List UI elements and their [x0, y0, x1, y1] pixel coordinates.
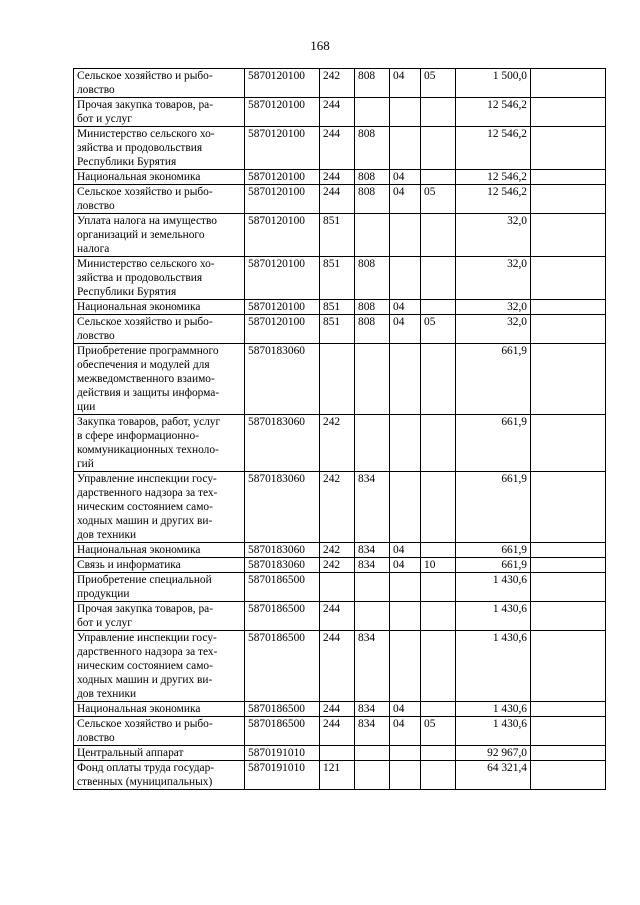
table-row	[74, 214, 606, 257]
row-empty-cell	[531, 631, 606, 702]
table-row	[74, 185, 606, 214]
row-name-cell: Закупка товаров, работ, услуг в сфере информационно- коммуникационных техноло- гий	[74, 415, 245, 472]
row-pr-cell	[421, 170, 456, 185]
row-code-cell: 5870183060	[245, 344, 320, 415]
row-code-cell: 5870120100	[245, 127, 320, 170]
row-name-cell: Сельское хозяйство и рыбо- ловство	[74, 185, 245, 214]
row-vr-cell: 244	[320, 602, 355, 631]
row-code-cell: 5870120100	[245, 257, 320, 300]
row-code-cell: 5870186500	[245, 717, 320, 746]
row-code-cell: 5870120100	[245, 214, 320, 257]
row-pr-cell	[421, 746, 456, 761]
row-vr-cell: 242	[320, 543, 355, 558]
row-empty-cell	[531, 717, 606, 746]
row-sum-cell: 32,0	[456, 300, 531, 315]
row-empty-cell	[531, 69, 606, 98]
row-pr-cell: 10	[421, 558, 456, 573]
row-code-cell: 5870183060	[245, 558, 320, 573]
row-sum-cell: 92 967,0	[456, 746, 531, 761]
row-name-cell: Национальная экономика	[74, 702, 245, 717]
row-ved-cell	[355, 746, 390, 761]
row-vr-cell: 242	[320, 558, 355, 573]
row-vr-cell	[320, 573, 355, 602]
row-empty-cell	[531, 127, 606, 170]
row-name-cell: Уплата налога на имущество организаций и земельного налога	[74, 214, 245, 257]
row-code-cell: 5870191010	[245, 746, 320, 761]
row-sum-cell: 661,9	[456, 472, 531, 543]
row-ved-cell: 808	[355, 315, 390, 344]
row-rz-cell	[390, 573, 421, 602]
row-sum-cell: 12 546,2	[456, 185, 531, 214]
row-name-cell: Сельское хозяйство и рыбо- ловство	[74, 315, 245, 344]
row-code-cell: 5870183060	[245, 472, 320, 543]
row-ved-cell	[355, 573, 390, 602]
row-empty-cell	[531, 415, 606, 472]
row-name-cell: Национальная экономика	[74, 300, 245, 315]
table-row	[74, 344, 606, 415]
row-vr-cell: 244	[320, 170, 355, 185]
row-name-cell: Сельское хозяйство и рыбо- ловство	[74, 69, 245, 98]
row-vr-cell: 851	[320, 214, 355, 257]
row-pr-cell	[421, 300, 456, 315]
row-pr-cell	[421, 631, 456, 702]
row-pr-cell	[421, 702, 456, 717]
row-empty-cell	[531, 472, 606, 543]
row-empty-cell	[531, 573, 606, 602]
row-code-cell: 5870191010	[245, 761, 320, 790]
row-sum-cell: 64 321,4	[456, 761, 531, 790]
table-row	[74, 602, 606, 631]
row-ved-cell: 808	[355, 185, 390, 214]
row-sum-cell: 1 500,0	[456, 69, 531, 98]
row-ved-cell	[355, 602, 390, 631]
row-rz-cell: 04	[390, 717, 421, 746]
row-empty-cell	[531, 98, 606, 127]
row-ved-cell: 834	[355, 702, 390, 717]
table-row	[74, 127, 606, 170]
row-vr-cell	[320, 746, 355, 761]
table-row	[74, 315, 606, 344]
table-row	[74, 170, 606, 185]
row-vr-cell: 244	[320, 98, 355, 127]
table-row	[74, 415, 606, 472]
row-vr-cell: 244	[320, 127, 355, 170]
row-code-cell: 5870186500	[245, 573, 320, 602]
row-name-cell: Управление инспекции госу- дарственного надзора за тех- ническим состоянием само- ходных машин и других ви- дов техники	[74, 631, 245, 702]
row-sum-cell: 1 430,6	[456, 631, 531, 702]
row-empty-cell	[531, 543, 606, 558]
row-name-cell: Связь и информатика	[74, 558, 245, 573]
row-rz-cell	[390, 344, 421, 415]
row-empty-cell	[531, 558, 606, 573]
row-ved-cell: 808	[355, 257, 390, 300]
row-name-cell: Приобретение программного обеспечения и модулей для межведомственного взаимо- действия и защиты информа- ции	[74, 344, 245, 415]
row-rz-cell: 04	[390, 69, 421, 98]
row-vr-cell: 244	[320, 631, 355, 702]
row-sum-cell: 1 430,6	[456, 602, 531, 631]
budget-table	[73, 68, 606, 790]
row-rz-cell: 04	[390, 702, 421, 717]
row-sum-cell: 1 430,6	[456, 717, 531, 746]
row-ved-cell: 834	[355, 558, 390, 573]
row-pr-cell	[421, 761, 456, 790]
row-vr-cell: 242	[320, 69, 355, 98]
row-pr-cell: 05	[421, 185, 456, 214]
row-empty-cell	[531, 185, 606, 214]
row-code-cell: 5870186500	[245, 631, 320, 702]
row-ved-cell	[355, 214, 390, 257]
row-rz-cell	[390, 631, 421, 702]
row-rz-cell	[390, 761, 421, 790]
row-vr-cell: 851	[320, 257, 355, 300]
row-vr-cell: 121	[320, 761, 355, 790]
row-sum-cell: 12 546,2	[456, 170, 531, 185]
row-vr-cell: 242	[320, 472, 355, 543]
row-name-cell: Приобретение специальной продукции	[74, 573, 245, 602]
row-ved-cell	[355, 344, 390, 415]
row-empty-cell	[531, 170, 606, 185]
row-ved-cell: 808	[355, 170, 390, 185]
table-row	[74, 257, 606, 300]
table-row	[74, 702, 606, 717]
row-sum-cell: 1 430,6	[456, 702, 531, 717]
row-rz-cell	[390, 98, 421, 127]
row-ved-cell: 834	[355, 717, 390, 746]
row-code-cell: 5870120100	[245, 69, 320, 98]
row-sum-cell: 661,9	[456, 344, 531, 415]
row-empty-cell	[531, 602, 606, 631]
row-name-cell: Национальная экономика	[74, 543, 245, 558]
row-pr-cell	[421, 127, 456, 170]
row-name-cell: Центральный аппарат	[74, 746, 245, 761]
row-sum-cell: 32,0	[456, 257, 531, 300]
row-empty-cell	[531, 761, 606, 790]
row-code-cell: 5870183060	[245, 543, 320, 558]
table-row	[74, 472, 606, 543]
row-code-cell: 5870120100	[245, 315, 320, 344]
row-sum-cell: 12 546,2	[456, 98, 531, 127]
table-row	[74, 558, 606, 573]
row-name-cell: Сельское хозяйство и рыбо- ловство	[74, 717, 245, 746]
row-pr-cell: 05	[421, 315, 456, 344]
row-sum-cell: 12 546,2	[456, 127, 531, 170]
row-vr-cell: 244	[320, 702, 355, 717]
table-row	[74, 717, 606, 746]
row-pr-cell	[421, 472, 456, 543]
row-sum-cell: 1 430,6	[456, 573, 531, 602]
row-code-cell: 5870186500	[245, 702, 320, 717]
row-ved-cell: 834	[355, 631, 390, 702]
row-ved-cell: 808	[355, 69, 390, 98]
row-rz-cell: 04	[390, 558, 421, 573]
row-ved-cell	[355, 415, 390, 472]
row-pr-cell	[421, 415, 456, 472]
row-name-cell: Прочая закупка товаров, ра- бот и услуг	[74, 602, 245, 631]
row-vr-cell: 851	[320, 300, 355, 315]
budget-table-body	[74, 69, 606, 790]
row-name-cell: Фонд оплаты труда государ- ственных (муниципальных)	[74, 761, 245, 790]
row-ved-cell	[355, 98, 390, 127]
row-name-cell: Управление инспекции госу- дарственного надзора за тех- ническим состоянием само- ходных машин и других ви- дов техники	[74, 472, 245, 543]
row-code-cell: 5870120100	[245, 170, 320, 185]
row-code-cell: 5870186500	[245, 602, 320, 631]
page-number: 168	[310, 38, 330, 53]
row-code-cell: 5870120100	[245, 98, 320, 127]
row-vr-cell: 851	[320, 315, 355, 344]
row-name-cell: Министерство сельского хо- зяйства и продовольствия Республики Бурятия	[74, 127, 245, 170]
table-row	[74, 543, 606, 558]
row-empty-cell	[531, 257, 606, 300]
row-rz-cell: 04	[390, 185, 421, 214]
row-vr-cell: 242	[320, 415, 355, 472]
table-row	[74, 98, 606, 127]
row-empty-cell	[531, 344, 606, 415]
row-rz-cell: 04	[390, 315, 421, 344]
row-code-cell: 5870120100	[245, 300, 320, 315]
row-pr-cell	[421, 602, 456, 631]
row-pr-cell: 05	[421, 69, 456, 98]
row-pr-cell	[421, 573, 456, 602]
row-code-cell: 5870120100	[245, 185, 320, 214]
row-pr-cell	[421, 98, 456, 127]
row-name-cell: Прочая закупка товаров, ра- бот и услуг	[74, 98, 245, 127]
row-rz-cell: 04	[390, 170, 421, 185]
table-row	[74, 69, 606, 98]
table-row	[74, 573, 606, 602]
row-ved-cell: 808	[355, 127, 390, 170]
row-vr-cell: 244	[320, 717, 355, 746]
table-row	[74, 300, 606, 315]
row-sum-cell: 661,9	[456, 415, 531, 472]
row-rz-cell	[390, 214, 421, 257]
row-pr-cell	[421, 344, 456, 415]
row-sum-cell: 661,9	[456, 543, 531, 558]
row-empty-cell	[531, 214, 606, 257]
row-pr-cell: 05	[421, 717, 456, 746]
row-rz-cell	[390, 415, 421, 472]
row-code-cell: 5870183060	[245, 415, 320, 472]
row-name-cell: Министерство сельского хо- зяйства и продовольствия Республики Бурятия	[74, 257, 245, 300]
row-rz-cell	[390, 127, 421, 170]
row-pr-cell	[421, 543, 456, 558]
row-ved-cell: 808	[355, 300, 390, 315]
row-name-cell: Национальная экономика	[74, 170, 245, 185]
row-sum-cell: 32,0	[456, 315, 531, 344]
row-rz-cell: 04	[390, 543, 421, 558]
row-vr-cell: 244	[320, 185, 355, 214]
row-rz-cell	[390, 746, 421, 761]
row-rz-cell	[390, 602, 421, 631]
row-ved-cell	[355, 761, 390, 790]
row-empty-cell	[531, 746, 606, 761]
table-row	[74, 746, 606, 761]
table-row	[74, 631, 606, 702]
row-empty-cell	[531, 702, 606, 717]
row-vr-cell	[320, 344, 355, 415]
row-pr-cell	[421, 214, 456, 257]
row-ved-cell: 834	[355, 543, 390, 558]
row-sum-cell: 661,9	[456, 558, 531, 573]
row-sum-cell: 32,0	[456, 214, 531, 257]
table-row	[74, 761, 606, 790]
row-empty-cell	[531, 315, 606, 344]
row-rz-cell	[390, 472, 421, 543]
row-ved-cell: 834	[355, 472, 390, 543]
row-empty-cell	[531, 300, 606, 315]
row-rz-cell: 04	[390, 300, 421, 315]
row-rz-cell	[390, 257, 421, 300]
row-pr-cell	[421, 257, 456, 300]
